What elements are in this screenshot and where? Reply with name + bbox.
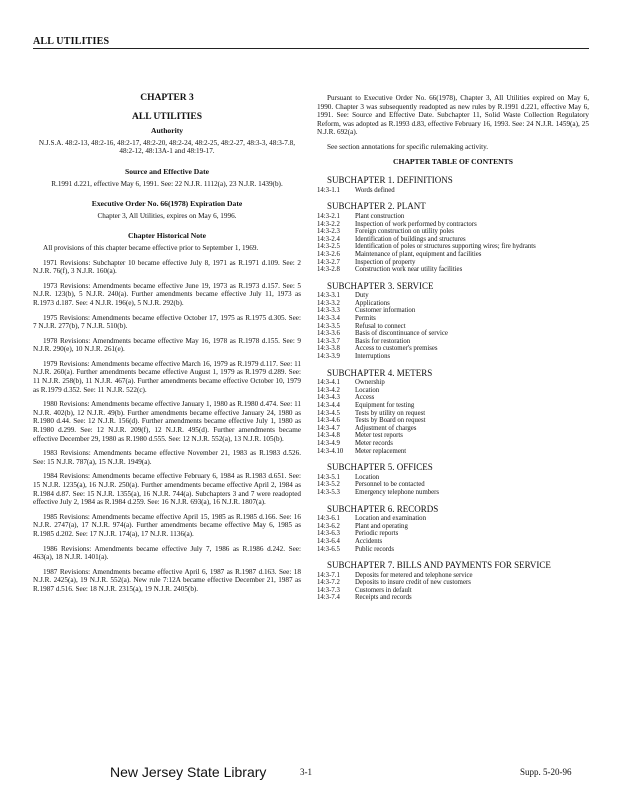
authority-text: N.J.S.A. 48:2-13, 48:2-16, 48:2-17, 48:2-20, 48:2-24, 48:2-25, 48:2-27, 48:3-3, 48:3-7.8, 48:2-12, 48:13A-1 and 48:19-17.: [38, 138, 296, 156]
toc-heading: CHAPTER TABLE OF CONTENTS: [393, 156, 513, 166]
toc-item: [317, 243, 589, 251]
section-title: Customer information: [355, 307, 416, 315]
section-title: Meter replacement: [355, 447, 407, 455]
toc-item: [317, 538, 589, 546]
history-paragraph: 1978 Revisions: Amendments became effective May 16, 1978 as R.1978 d.155. See: 9 N.J.R. 290(e), 10 N.J.R. 261(e).: [33, 336, 301, 354]
history-paragraph: 1973 Revisions: Amendments became effective June 19, 1973 as R.1973 d.157. See: 5 N.J.R. 123(b), 5 N.J.R. 240(a). Further amendments became effective July 11, 1973 as R.1973 d.187. See: 4 N.J.R. 196(e), 5 N.J.R. 292(b).: [33, 281, 301, 307]
section-number: 14:3-2.6: [317, 250, 340, 258]
subchapter-title: SUBCHAPTER 1. DEFINITIONS: [327, 175, 453, 186]
toc-item: [317, 523, 589, 531]
section-number: 14:3-7.4: [317, 594, 340, 602]
toc-item: [317, 425, 589, 433]
toc-item: [317, 572, 589, 580]
toc-item: [317, 546, 589, 554]
section-number: 14:3-2.4: [317, 235, 340, 243]
subchapter-title: SUBCHAPTER 2. PLANT: [327, 201, 426, 212]
intro-paragraph: Pursuant to Executive Order No. 66(1978), Chapter 3, All Utilities expired on May 6, 1990. Chapter 3 was subsequently readopted as new rules by R.1991 d.221, effective May 6, 1991. See: Source and Effective Date. Subchapter 11, Solid Waste Collection Regulatory Reform, was adopted as R.1993 d.83, effective February 16, 1993. See: 24 N.J.R. 1459(a), 25 N.J.R. 692(a).: [317, 94, 589, 137]
section-number: 14:3-2.7: [317, 258, 340, 266]
section-number: 14:3-3.1: [317, 292, 340, 300]
history-paragraph: 1975 Revisions: Amendments became effective October 17, 1975 as R.1975 d.305. See: 7 N.J.R. 277(b), 7 N.J.R. 510(b).: [33, 313, 301, 331]
section-title: Ownership: [355, 379, 385, 387]
section-title: Deposits for metered and telephone service: [355, 571, 473, 579]
section-title: Identification of poles or structures supporting wires; fire hydrants: [355, 243, 536, 251]
source-heading: Source and Effective Date: [124, 166, 209, 176]
toc-item: [317, 228, 589, 236]
toc-item: [317, 330, 589, 338]
history-paragraph: 1971 Revisions: Subchapter 10 became effective July 8, 1971 as R.1971 d.109. See: 2 N.J.R. 76(f), 3 N.J.R. 160(a).: [33, 258, 301, 276]
toc-item: [317, 315, 589, 323]
section-title: Meter test reports: [355, 432, 403, 440]
section-number: 14:3-4.10: [317, 447, 344, 455]
section-title: Plant and operating: [355, 522, 408, 530]
section-number: 14:3-2.1: [317, 212, 340, 220]
section-title: Tests by Board on request: [355, 417, 426, 425]
toc-item: [317, 417, 589, 425]
library-stamp: New Jersey State Library: [110, 764, 267, 780]
section-title: Applications: [355, 299, 390, 307]
section-number: 14:3-3.6: [317, 330, 340, 338]
section-title: Personnel to be contacted: [355, 481, 425, 489]
history-paragraph: 1985 Revisions: Amendments became effective April 15, 1985 as R.1985 d.166. See: 16 N.J.R. 2747(a), 17 N.J.R. 974(a). Further amendments became effective May 6, 1985 as R.1985 d.202. See: 17 N.J.R. 174(a), 17 N.J.R. 1136(a).: [33, 512, 301, 538]
toc-item: [317, 402, 589, 410]
section-title: Equipment for testing: [355, 402, 415, 409]
subchapter-title: SUBCHAPTER 4. METERS: [327, 367, 433, 378]
toc-item: [317, 515, 589, 523]
toc-item: [317, 474, 589, 482]
section-number: 14:3-4.4: [317, 402, 340, 409]
toc-item: [317, 387, 589, 395]
section-number: 14:3-6.3: [317, 530, 340, 538]
subchapter-title: SUBCHAPTER 7. BILLS AND PAYMENTS FOR SERVICE: [327, 560, 551, 571]
section-title: Adjustment of charges: [355, 424, 417, 432]
toc-item: [317, 307, 589, 315]
history-paragraph: 1980 Revisions: Amendments became effective January 1, 1980 as R.1980 d.474. See: 11 N.J.R. 402(b), 12 N.J.R. 49(b). Further amendments became effective January 24, 1980 as R.1980 d.44. See: 12 N.J.R. 156(d). Further amendments became effective July 1, 1980 as R.1980 d.299. See: 12 N.J.R. 209(f), 12 N.J.R. 495(d). Further amendments became effective December 29, 1980 as R.1980 d.555. See: 12 N.J.R. 552(a), 13 N.J.R. 105(b).: [33, 400, 301, 443]
section-number: 14:3-3.3: [317, 307, 340, 315]
toc-item: [317, 440, 589, 448]
section-title: Plant construction: [355, 212, 405, 220]
toc-item: [317, 530, 589, 538]
toc-item: [317, 236, 589, 244]
section-number: 14:3-7.1: [317, 571, 340, 579]
history-paragraph: 1984 Revisions: Amendments became effective February 6, 1984 as R.1983 d.651. See: 15 N.J.R. 1235(a), 16 N.J.R. 250(a). Further amendments became effective April 2, 1984 as R.1984 d.87. See: 15 N.J.R. 1355(a), 16 N.J.R. 744(a). Subchapters 3 and 7 were readopted effective July 2, 1984 as R.1984 d.259. See: 16 N.J.R. 693(a), 16 N.J.R. 1807(a).: [33, 472, 301, 507]
subchapter-title: SUBCHAPTER 6. RECORDS: [327, 503, 439, 514]
toc-item: [317, 323, 589, 331]
section-title: Meter records: [355, 439, 393, 447]
toc-item: [317, 353, 589, 361]
exec-order-heading: Executive Order No. 66(1978) Expiration Date: [91, 199, 243, 209]
section-number: 14:3-6.1: [317, 515, 340, 523]
toc-item: [317, 213, 589, 221]
history-paragraph: 1986 Revisions: Amendments became effective July 7, 1986 as R.1986 d.242. See: 463(a), 18 N.J.R. 1401(a).: [33, 544, 301, 562]
subchapter-title: SUBCHAPTER 5. OFFICES: [327, 462, 433, 473]
section-title: Foreign construction on utility poles: [355, 228, 454, 236]
section-number: 14:3-4.9: [317, 439, 340, 447]
page-number: 3-1: [300, 767, 312, 777]
toc-item: [317, 266, 589, 274]
section-number: 14:3-5.2: [317, 481, 340, 489]
section-number: 14:3-7.3: [317, 586, 340, 594]
section-number: 14:3-3.2: [317, 299, 340, 307]
supplement-date: Supp. 5-20-96: [520, 767, 572, 777]
section-title: Refusal to connect: [355, 322, 406, 330]
section-number: 14:3-4.2: [317, 386, 340, 394]
section-number: 14:3-6.4: [317, 537, 340, 545]
section-number: 14:3-4.3: [317, 394, 340, 402]
toc-item: [317, 221, 589, 229]
toc-item: [317, 292, 589, 300]
section-title: Interruptions: [355, 353, 391, 361]
left-column: [33, 94, 301, 600]
toc-item: [317, 300, 589, 308]
header-rule: [33, 48, 589, 49]
right-column: [317, 94, 589, 602]
chapter-title: ALL UTILITIES: [132, 111, 202, 122]
section-title: Maintenance of plant, equipment and facilities: [355, 250, 482, 258]
section-number: 14:3-3.9: [317, 353, 340, 361]
section-number: 14:3-7.2: [317, 579, 340, 587]
historical-note-paragraphs: [33, 244, 301, 594]
section-title: Location: [355, 473, 380, 481]
section-title: Accidents: [355, 537, 383, 545]
section-number: 14:3-2.3: [317, 228, 340, 236]
toc-item: [317, 251, 589, 259]
toc-item: [317, 410, 589, 418]
toc-item: [317, 338, 589, 346]
section-title: Access to customer's premises: [355, 345, 438, 353]
table-of-contents: [317, 176, 589, 602]
section-number: 14:3-5.1: [317, 473, 340, 481]
toc-item: [317, 594, 589, 602]
section-number: 14:3-3.8: [317, 345, 340, 353]
toc-item: [317, 489, 589, 497]
section-title: Construction work near utility facilities: [355, 266, 463, 274]
section-title: Access: [355, 394, 375, 402]
section-number: 14:3-6.5: [317, 545, 340, 553]
section-number: 14:3-3.5: [317, 322, 340, 330]
section-number: 14:3-3.7: [317, 337, 340, 345]
toc-item: [317, 432, 589, 440]
history-paragraph: 1983 Revisions: Amendments became effective November 21, 1983 as R.1983 d.526. See: 15 N.J.R. 787(a), 15 N.J.R. 1949(a).: [33, 449, 301, 466]
section-number: 14:3-2.8: [317, 266, 340, 274]
authority-heading: Authority: [150, 126, 184, 136]
section-title: Periodic reports: [355, 530, 399, 538]
subchapter-title: SUBCHAPTER 3. SERVICE: [327, 280, 434, 291]
running-head: ALL UTILITIES: [33, 36, 110, 47]
history-paragraph: 1979 Revisions: Amendments became effective March 16, 1979 as R.1979 d.117. See: 11 N.J.R. 260(a). Further amendments became effective August 1, 1979 as R.1979 d.289. See: 11 N.J.R. 258(b), 11 N.J.R. 467(a). Further amendments became effective October 10, 1979 as R.1979 d.352. See: 11 N.J.R. 522(c).: [33, 359, 301, 394]
history-paragraph: All provisions of this chapter became effective prior to September 1, 1969.: [43, 243, 259, 252]
section-title: Inspection of work performed by contractors: [355, 220, 477, 228]
section-title: Deposits to insure credit of new customers: [355, 579, 471, 587]
section-number: 14:3-4.1: [317, 379, 340, 387]
toc-item: [317, 379, 589, 387]
chapter-number: CHAPTER 3: [140, 93, 194, 103]
section-title: Tests by utility on request: [355, 409, 426, 417]
section-title: Basis for restoration: [355, 337, 411, 345]
section-title: Location and examination: [355, 515, 426, 523]
toc-item: [317, 187, 589, 195]
section-number: 14:3-3.4: [317, 315, 340, 323]
section-title: Permits: [355, 315, 376, 323]
section-number: 14:3-6.2: [317, 522, 340, 530]
section-title: Public records: [355, 545, 395, 553]
toc-item: [317, 579, 589, 587]
section-title: Receipts and records: [355, 594, 412, 602]
historical-note-heading: Chapter Historical Note: [128, 231, 206, 241]
section-title: Customers in default: [355, 586, 412, 594]
section-number: 14:3-4.5: [317, 409, 340, 417]
section-title: Duty: [355, 292, 369, 300]
toc-item: [317, 345, 589, 353]
exec-order-text: Chapter 3, All Utilities, expires on May 6, 1996.: [97, 211, 237, 220]
section-number: 14:3-2.2: [317, 220, 340, 228]
toc-item: [317, 481, 589, 489]
section-number: 14:3-4.8: [317, 432, 340, 440]
toc-item: [317, 259, 589, 267]
section-title: Basis of discontinuance of service: [355, 330, 448, 338]
history-paragraph: 1987 Revisions: Amendments became effective April 6, 1987 as R.1987 d.163. See: 18 N.J.R. 2425(a), 19 N.J.R. 552(a). New rule 7:12A became effective December 21, 1987 as R.1987 d.516. See: 18 N.J.R. 2315(a), 19 N.J.R. 2405(b).: [33, 567, 301, 593]
toc-item: [317, 394, 589, 402]
section-title: Identification of buildings and structures: [355, 235, 466, 243]
section-title: Location: [355, 386, 380, 394]
section-number: 14:3-4.7: [317, 424, 340, 432]
toc-item: [317, 448, 589, 456]
section-number: 14:3-1.1: [317, 186, 340, 194]
section-title: Inspection of property: [355, 258, 416, 266]
toc-item: [317, 587, 589, 595]
section-title: Emergency telephone numbers: [355, 488, 440, 496]
see-note: See section annotations for specific rulemaking activity.: [327, 142, 489, 151]
section-number: 14:3-4.6: [317, 417, 340, 425]
section-title: Words defined: [355, 186, 395, 194]
source-text: R.1991 d.221, effective May 6, 1991. See: 22 N.J.R. 1112(a), 23 N.J.R. 1439(b).: [51, 179, 283, 188]
section-number: 14:3-2.5: [317, 243, 340, 251]
section-number: 14:3-5.3: [317, 488, 340, 496]
